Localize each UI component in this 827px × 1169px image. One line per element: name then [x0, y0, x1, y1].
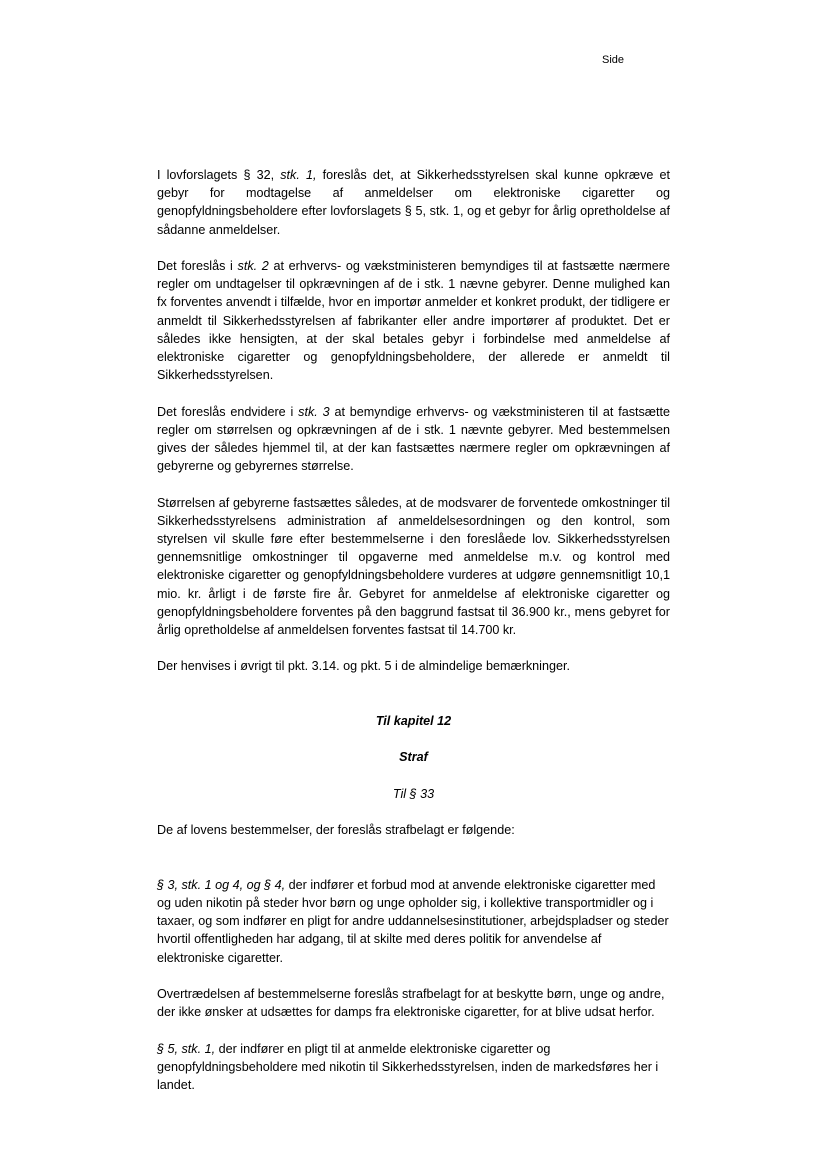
text-run: der indfører et forbud mod at anvende elektroniske cigaretter med og uden nikotin på steder hvor børn og unge opholder sig, i kollektive transportmidler og i taxaer, og som indfører en pligt for andre uddannelsesinstitutioner, arbejdspladser og steder hvortil offentligheden har adgang, til at skilte med deres politik for anvendelse af elektroniske cigaretter. [157, 877, 669, 965]
text-run: Det foreslås i [157, 259, 238, 273]
paragraph-gebyr-stk2 [157, 257, 670, 384]
document-body [157, 166, 670, 1112]
paragraph-gebyr-stoerrelse: Størrelsen af gebyrerne fastsættes således, at de modsvarer de forventede omkostninger til Sikkerhedsstyrelsens administration af anmeldelsesordningen og den kontrol, som styrelsen vil skulle føre efter bestemmelserne i den foreslåede lov. Sikkerhedsstyrelsen gennemsnitlige omkostninger til opgaverne med anmeldelse m.v. og kontrol med elektroniske cigaretter og genopfyldningsbeholdere vurderes at udgøre gennemsnitligt 10,1 mio. kr. årligt i de første fire år. Gebyret for anmeldelse af elektroniske cigaretter og genopfyldningsbeholdere forventes på den baggrund fastsat til 36.900 kr., mens gebyret for årlig opretholdelse af anmeldelsen forventes fastsat til 14.700 kr. [157, 495, 670, 638]
italic-reference: § 3, stk. 1 og 4, og § 4, [157, 877, 286, 892]
paragraph-paragraf-3-og-4 [157, 876, 670, 967]
paragraph-gebyr-stk3 [157, 403, 670, 476]
text-run: at bemyndige erhvervs- og vækstministeren til at fastsætte regler om størrelsen og opkrævningen af de i stk. 1 nævnte gebyrer. Med bestemmelsen gives der således hjemmel til, at der kan fastsættes nærmere regler om opkrævningen af gebyrerne og gebyrernes størrelse. [157, 404, 670, 474]
text-run: at erhvervs- og vækstministeren bemyndiges til at fastsætte nærmere regler om undtagelser til opkrævningen af de i stk. 1 nævne gebyrer. Denne mulighed kan fx forventes anvendt i tilfælde, hvor en importør anmelder et konkret produkt, der tidligere er anmeldt til Sikkerhedsstyrelsen af fabrikanter eller andre importører af produktet. Det er således ikke hensigten, at der skal betales gebyr i forbindelse med anmeldelse af elektroniske cigaretter og genopfyldningsbeholdere, der allerede er anmeldt til Sikkerhedsstyrelsen. [157, 259, 670, 383]
text-run: foreslås det, at Sikkerhedsstyrelsen skal kunne opkræve et gebyr for modtagelse af anmeldelser om elektroniske cigaretter og genopfyldningsbeholdere efter lovforslagets § 5, stk. 1, og et gebyr for årlig opretholdelse af sådanne anmeldelser. [157, 168, 671, 237]
paragraph-gebyr-stk1 [157, 166, 670, 239]
text-run: I lovforslagets § 32, [157, 168, 281, 182]
chapter-title: Straf [399, 750, 428, 765]
spacer [157, 694, 670, 712]
paragraph-paragraf-5 [157, 1040, 670, 1095]
paragraph-henvisning: Der henvises i øvrigt til pkt. 3.14. og pkt. 5 i de almindelige bemærkninger. [157, 659, 570, 674]
italic-reference: § 5, stk. 1, [157, 1041, 216, 1056]
italic-reference: stk. 2 [237, 259, 269, 273]
text-run: der indfører en pligt til at anmelde elektroniske cigaretter og genopfyldningsbeholdere med nikotin til Sikkerhedsstyrelsen, inden de markedsføres her i landet. [157, 1041, 659, 1092]
paragraph-strafbelagt-intro: De af lovens bestemmelser, der foreslås strafbelagt er følgende: [157, 823, 515, 838]
spacer [157, 858, 670, 876]
page-header-label: Side [602, 54, 625, 66]
text-run: Det foreslås endvidere i [157, 404, 299, 419]
paragraph-overtraedelse: Overtrædelsen af bestemmelserne foreslås strafbelagt for at beskytte børn, unge og andre, der ikke ønsker at udsættes for damps fra elektroniske cigaretter, for at blive udsat herfor. [157, 986, 665, 1020]
section-reference: Til § 33 [392, 786, 435, 801]
italic-reference: stk. 3 [298, 404, 330, 419]
italic-reference: stk. 1, [280, 168, 317, 182]
chapter-heading: Til kapitel 12 [375, 714, 452, 728]
